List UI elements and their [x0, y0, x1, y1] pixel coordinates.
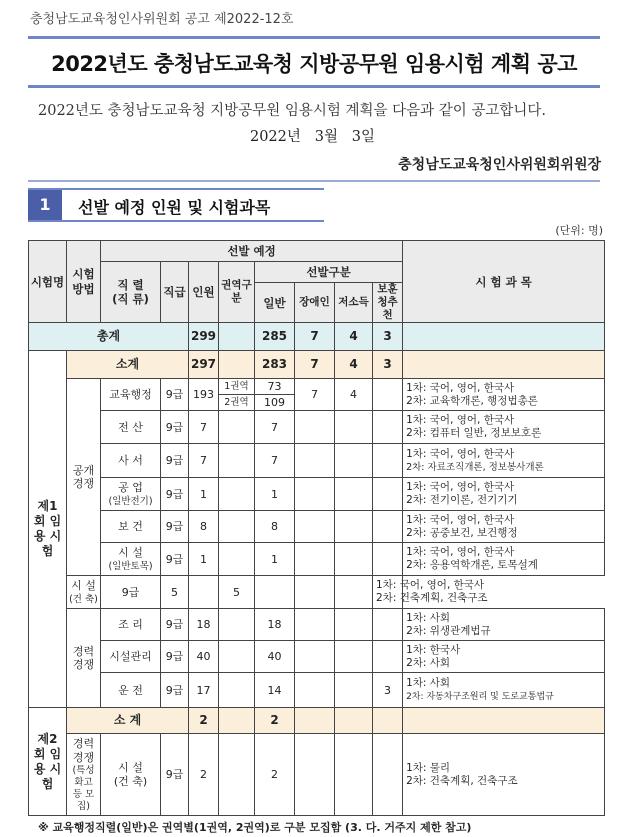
- grade: 9급: [161, 641, 189, 673]
- table-row: [29, 673, 605, 708]
- exam2-name: 제2회 임용 시험: [29, 708, 67, 816]
- exam1-subtotal-general: 283: [255, 351, 295, 379]
- count: 1: [189, 478, 219, 511]
- footnote: ※ 교육행정직렬(일반)은 권역별(1권역, 2권역)로 구분 모집함 (3. 다. 거주지 제한 참고): [38, 821, 472, 834]
- job-name: 조 리: [101, 609, 161, 641]
- grade: 9급: [161, 511, 189, 543]
- subjects: 1차: 국어, 영어, 한국사 2차: 응용역학개론, 토목설계: [403, 543, 605, 576]
- grade: 9급: [161, 478, 189, 511]
- count: 193: [189, 379, 219, 411]
- header-grade: 직급: [161, 262, 189, 323]
- header-region: 권역구분: [219, 262, 255, 323]
- exam1-subtotal-disabled: 7: [295, 351, 335, 379]
- exam1-career-method: 경력 경쟁: [67, 609, 101, 708]
- section-heading: [28, 188, 324, 222]
- exam2-subtotal-general: 2: [255, 708, 295, 734]
- general-2: 109: [255, 395, 295, 411]
- header-exam-method: 시험방법: [67, 241, 101, 323]
- exam1-open-method: 공개 경쟁: [67, 379, 101, 576]
- subjects: 1차: 물리 2차: 건축계획, 건축구조: [403, 734, 605, 816]
- header-job: [101, 262, 161, 323]
- job-name: 공 업 (일반전기): [101, 478, 161, 511]
- exam2-method: 경력경쟁 (특성화고 등 모집): [67, 734, 101, 816]
- job-name: 교육행정: [101, 379, 161, 411]
- count: 5: [161, 576, 189, 609]
- table-row: [29, 478, 605, 511]
- disabled: 7: [295, 379, 335, 411]
- notice-date: 2022년 3월 3일: [249, 129, 376, 145]
- total-general: 285: [255, 323, 295, 351]
- job-name: 보 건: [101, 511, 161, 543]
- grade: 9급: [161, 734, 189, 816]
- count: 7: [189, 411, 219, 444]
- general: 1: [255, 478, 295, 511]
- exam1-subtotal-low-income: 4: [335, 351, 373, 379]
- header-category: 선발구분: [255, 262, 403, 283]
- job-name: 시 설 (건 축): [101, 734, 161, 816]
- count: 8: [189, 511, 219, 543]
- signer: 충청남도교육청인사위원회위원장: [398, 157, 601, 173]
- table-row: [29, 543, 605, 576]
- subjects: 1차: 사회 2차: 위생관계법규: [403, 609, 605, 641]
- total-disabled: 7: [295, 323, 335, 351]
- header-count: 인원: [189, 262, 219, 323]
- section-title: 선발 예정 인원 및 시험과목: [78, 198, 271, 217]
- general: 8: [255, 511, 295, 543]
- section-number: 1: [28, 190, 62, 220]
- table-row: [29, 379, 605, 395]
- general: 7: [255, 444, 295, 478]
- header-plan: 선발 예정: [101, 241, 403, 262]
- job-name: 시설관리: [101, 641, 161, 673]
- title-banner: [28, 36, 600, 88]
- exam1-subtotal-row: [29, 351, 605, 379]
- general: 1: [255, 543, 295, 576]
- region-2: 2권역: [219, 395, 255, 411]
- grade: 9급: [161, 444, 189, 478]
- header-job-sub: (직 류): [112, 292, 149, 307]
- table-row: [29, 576, 605, 609]
- header-subjects: 시 험 과 목: [403, 241, 605, 323]
- header-exam-name: 시험명: [29, 241, 67, 323]
- subjects: 1차: 한국사 2차: 사회: [403, 641, 605, 673]
- veteran: 3: [373, 673, 403, 708]
- grade: 9급: [161, 673, 189, 708]
- grade: 9급: [161, 411, 189, 444]
- total-label: 총계: [29, 323, 189, 351]
- grade: 9급: [161, 609, 189, 641]
- general: 5: [219, 576, 255, 609]
- total-low-income: 4: [335, 323, 373, 351]
- count: 7: [189, 444, 219, 478]
- exam2-subtotal-row: [29, 708, 605, 734]
- grade: 9급: [161, 543, 189, 576]
- subjects: 1차: 사회 2차: 자동차구조원리 및 도로교통법규: [403, 673, 605, 708]
- table-row: [29, 444, 605, 478]
- count: 1: [189, 543, 219, 576]
- grade: 9급: [161, 379, 189, 411]
- general: 18: [255, 609, 295, 641]
- table-row: [29, 734, 605, 816]
- header-general: 일반: [255, 283, 295, 323]
- divider: [28, 180, 600, 182]
- job-name: 시 설 (일반토목): [101, 543, 161, 576]
- exam2-subtotal-label: 소 계: [67, 708, 189, 734]
- recruitment-table: [28, 240, 605, 816]
- general: 7: [255, 411, 295, 444]
- region-1: 1권역: [219, 379, 255, 395]
- page-title: 2022년도 충청남도교육청 지방공무원 임용시험 계획 공고: [51, 52, 577, 76]
- notice-number: 충청남도교육청인사위원회 공고 제2022-12호: [30, 12, 294, 27]
- count: 18: [189, 609, 219, 641]
- job-name: 시 설 (건 축): [67, 576, 101, 609]
- job-name: 운 전: [101, 673, 161, 708]
- header-job-label: 직 렬: [117, 277, 144, 292]
- total-row: [29, 323, 605, 351]
- subjects: 1차: 국어, 영어, 한국사 2차: 자료조직개론, 정보봉사개론: [403, 444, 605, 478]
- exam1-subtotal-count: 297: [189, 351, 219, 379]
- count: 40: [189, 641, 219, 673]
- subjects: 1차: 국어, 영어, 한국사 2차: 공중보건, 보건행정: [403, 511, 605, 543]
- general-1: 73: [255, 379, 295, 395]
- intro-text: 2022년도 충청남도교육청 지방공무원 임용시험 계획을 다음과 같이 공고합니다.: [38, 103, 546, 119]
- table-row: [29, 609, 605, 641]
- total-count: 299: [189, 323, 219, 351]
- low-income: 4: [335, 379, 373, 411]
- exam1-name: 제1회 임용 시험: [29, 351, 67, 708]
- exam2-subtotal-count: 2: [189, 708, 219, 734]
- total-veteran: 3: [373, 323, 403, 351]
- general: 14: [255, 673, 295, 708]
- subjects: 1차: 국어, 영어, 한국사 2차: 교육학개론, 행정법총론: [403, 379, 605, 411]
- exam1-subtotal-veteran: 3: [373, 351, 403, 379]
- job-name: 전 산: [101, 411, 161, 444]
- subjects: 1차: 국어, 영어, 한국사 2차: 컴퓨터 일반, 정보보호론: [403, 411, 605, 444]
- grade: 9급: [101, 576, 161, 609]
- header-disabled: 장애인: [295, 283, 335, 323]
- count: 17: [189, 673, 219, 708]
- exam1-subtotal-label: 소계: [67, 351, 189, 379]
- header-low-income: 저소득: [335, 283, 373, 323]
- table-row: [29, 511, 605, 543]
- subjects: 1차: 국어, 영어, 한국사 2차: 전기이론, 전기기기: [403, 478, 605, 511]
- job-name: 사 서: [101, 444, 161, 478]
- header-veteran: 보훈청추천: [373, 283, 403, 323]
- table-row: [29, 411, 605, 444]
- unit-note: (단위: 명): [555, 224, 603, 237]
- general: 40: [255, 641, 295, 673]
- subjects: 1차: 국어, 영어, 한국사 2차: 건축계획, 건축구조: [373, 576, 403, 609]
- table-row: [29, 641, 605, 673]
- general: 2: [255, 734, 295, 816]
- count: 2: [189, 734, 219, 816]
